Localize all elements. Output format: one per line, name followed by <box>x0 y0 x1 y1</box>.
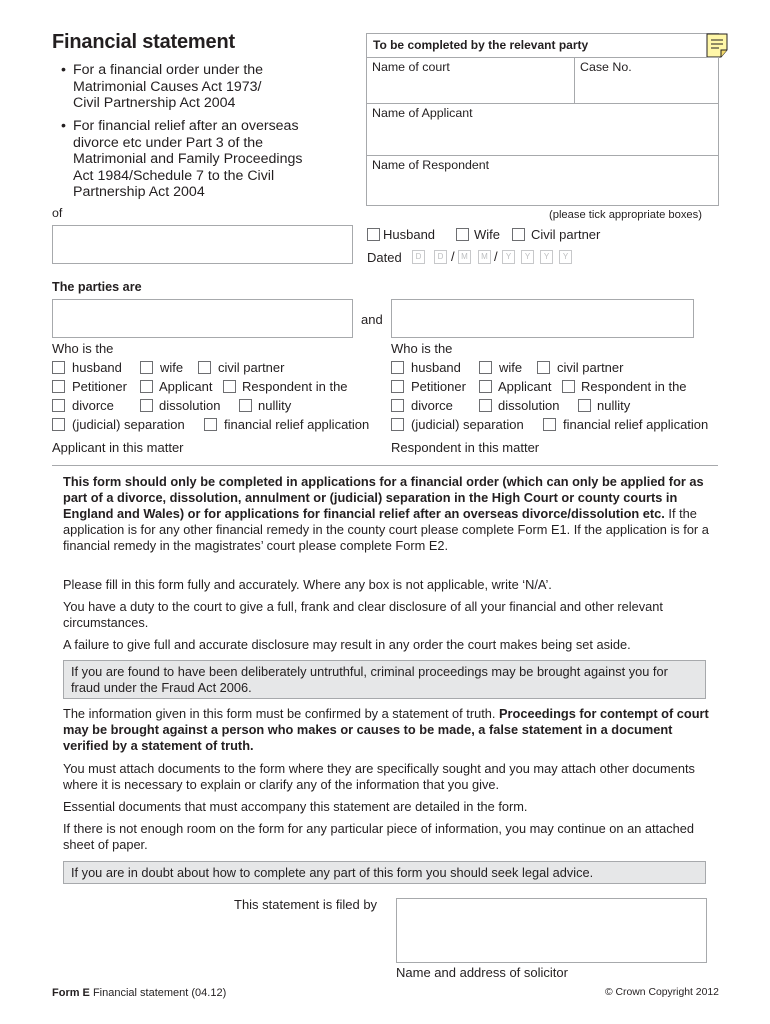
form-code: Form E <box>52 987 90 999</box>
left-nullity-label: nullity <box>258 398 292 413</box>
date-year-digit[interactable]: Y <box>559 250 572 264</box>
intro-paragraph <box>63 474 713 554</box>
truth-bold: Proceedings for contempt of court may be brought against a person who makes or causes to be made, a false statement in a document verified by a statement of truth. <box>63 706 709 753</box>
right-financial-relief-label: financial relief application <box>563 417 709 432</box>
dated-label: Dated <box>367 250 402 265</box>
fraud-warning: If you are found to have been deliberately untruthful, criminal proceedings may be brought against you for fraud under the Fraud Act 2006. <box>63 660 706 699</box>
attach-paragraph: You must attach documents to the form where they are specifically sought and you may attach other documents where it is necessary to explain or clarify any of the information that you give. <box>63 761 695 792</box>
left-husband-label: husband <box>72 360 122 375</box>
solicitor-label: Name and address of solicitor <box>396 965 568 980</box>
right-respondent-checkbox[interactable] <box>562 380 575 393</box>
right-dissolution-checkbox[interactable] <box>479 399 492 412</box>
form-title: Financial statement (04.12) <box>89 987 227 999</box>
left-civil-partner-checkbox[interactable] <box>198 361 211 374</box>
legal-advice-notice: If you are in doubt about how to complete any part of this form you should seek legal advice. <box>63 861 706 884</box>
bullet-line: For a financial order under the <box>73 62 264 78</box>
bullet-dot: • <box>61 118 66 134</box>
wife-checkbox[interactable] <box>456 228 469 241</box>
date-separator: / <box>451 249 455 264</box>
duty-paragraph: You have a duty to the court to give a full, frank and clear disclosure of all your financial and other relevant circumstances. <box>63 599 663 630</box>
extra-room-paragraph: If there is not enough room on the form for any particular piece of information, you may continue on an attached sheet of paper. <box>63 821 694 852</box>
bullet-line: Act 1984/Schedule 7 to the Civil <box>73 167 275 184</box>
left-divorce-label: divorce <box>72 398 114 413</box>
court-panel-heading: To be completed by the relevant party <box>373 38 589 52</box>
husband-label: Husband <box>383 227 436 242</box>
left-dissolution-label: dissolution <box>159 398 221 413</box>
left-husband-checkbox[interactable] <box>52 361 65 374</box>
bullet-overseas <box>61 118 363 201</box>
left-wife-label: wife <box>160 360 184 375</box>
date-year-digit[interactable]: Y <box>502 250 515 264</box>
left-petitioner-checkbox[interactable] <box>52 380 65 393</box>
party-right-name-input[interactable] <box>391 299 694 338</box>
tick-instruction: (please tick appropriate boxes) <box>549 209 702 221</box>
court-name-label: Name of court <box>372 60 450 74</box>
solicitor-details-input[interactable] <box>396 898 707 963</box>
respondent-in-matter-label: Respondent in this matter <box>391 440 540 455</box>
bullet-line: For financial relief after an overseas <box>73 118 299 134</box>
bullet-line: Civil Partnership Act 2004 <box>73 95 236 112</box>
right-divorce-label: divorce <box>411 398 453 413</box>
applicant-in-matter-label: Applicant in this matter <box>52 440 184 455</box>
date-year-digit[interactable]: Y <box>521 250 534 264</box>
date-year-digit[interactable]: Y <box>540 250 553 264</box>
bullet-dot: • <box>61 62 66 78</box>
right-husband-checkbox[interactable] <box>391 361 404 374</box>
right-respondent-label: Respondent in the <box>581 379 687 394</box>
case-no-field[interactable] <box>574 57 719 104</box>
respondent-name-label: Name of Respondent <box>372 158 490 172</box>
left-civil-partner-label: civil partner <box>218 360 285 375</box>
date-day-digit[interactable]: D <box>434 250 447 264</box>
left-respondent-label: Respondent in the <box>242 379 348 394</box>
filed-by-label: This statement is filed by <box>234 897 378 912</box>
applicant-name-label: Name of Applicant <box>372 106 473 120</box>
truth-paragraph <box>63 706 713 754</box>
left-judicial-separation-label: (judicial) separation <box>72 417 185 432</box>
bullet-line: divorce etc under Part 3 of the <box>73 134 264 151</box>
right-husband-label: husband <box>411 360 461 375</box>
right-applicant-checkbox[interactable] <box>479 380 492 393</box>
of-court-input[interactable] <box>52 225 353 264</box>
intro-rest: If the application is for any other financial remedy in the county court please complete Form E1. If the application is for a financial remedy in the magistrates’ court please complete Form E2. <box>63 506 709 553</box>
right-petitioner-checkbox[interactable] <box>391 380 404 393</box>
truth-plain: The information given in this form must be confirmed by a statement of truth. <box>63 706 500 721</box>
court-name-field[interactable] <box>366 57 575 104</box>
fill-instructions: Please fill in this form fully and accurately. Where any box is not applicable, write ‘N/A’. <box>63 577 552 592</box>
civil-partner-checkbox[interactable] <box>512 228 525 241</box>
left-respondent-checkbox[interactable] <box>223 380 236 393</box>
date-day-digit[interactable]: D <box>412 250 425 264</box>
bullet-matrimonial <box>61 62 343 112</box>
right-divorce-checkbox[interactable] <box>391 399 404 412</box>
respondent-name-field[interactable] <box>366 155 719 206</box>
failure-paragraph: A failure to give full and accurate disclosure may result in any order the court makes being set aside. <box>63 637 631 652</box>
civil-partner-label: Civil partner <box>531 227 601 242</box>
court-panel-header <box>366 33 719 58</box>
bullet-line: Matrimonial Causes Act 1973/ <box>73 78 262 95</box>
left-petitioner-label: Petitioner <box>72 379 127 394</box>
intro-bold: This form should only be completed in applications for a financial order (which can only be applied for as part of a divorce, dissolution, annulment or (judicial) separation in the High Court or county courts in England and Wales) or for applications for financial relief after an overseas divorce/dissolution etc. <box>63 474 704 521</box>
who-is-the-label: Who is the <box>391 341 453 356</box>
left-financial-relief-label: financial relief application <box>224 417 370 432</box>
bullet-line: Partnership Act 2004 <box>73 184 205 201</box>
left-divorce-checkbox[interactable] <box>52 399 65 412</box>
left-applicant-label: Applicant <box>159 379 213 394</box>
date-separator: / <box>494 249 498 264</box>
right-dissolution-label: dissolution <box>498 398 560 413</box>
right-petitioner-label: Petitioner <box>411 379 466 394</box>
left-wife-checkbox[interactable] <box>140 361 153 374</box>
note-icon[interactable] <box>706 33 728 58</box>
left-judicial-separation-checkbox[interactable] <box>52 418 65 431</box>
right-judicial-separation-label: (judicial) separation <box>411 417 524 432</box>
right-wife-checkbox[interactable] <box>479 361 492 374</box>
right-civil-partner-checkbox[interactable] <box>537 361 550 374</box>
bullet-line: Matrimonial and Family Proceedings <box>73 151 303 168</box>
wife-label: Wife <box>474 227 500 242</box>
right-wife-label: wife <box>499 360 523 375</box>
right-nullity-checkbox[interactable] <box>578 399 591 412</box>
left-dissolution-checkbox[interactable] <box>140 399 153 412</box>
copyright: © Crown Copyright 2012 <box>605 987 719 998</box>
of-label: of <box>52 206 63 220</box>
left-financial-relief-checkbox[interactable] <box>204 418 217 431</box>
essential-docs-paragraph: Essential documents that must accompany this statement are detailed in the form. <box>63 799 528 814</box>
parties-heading: The parties are <box>52 280 142 294</box>
left-applicant-checkbox[interactable] <box>140 380 153 393</box>
left-nullity-checkbox[interactable] <box>239 399 252 412</box>
and-label: and <box>361 312 383 327</box>
who-is-the-label: Who is the <box>52 341 114 356</box>
case-no-label: Case No. <box>580 60 632 74</box>
party-left-name-input[interactable] <box>52 299 353 338</box>
husband-checkbox[interactable] <box>367 228 380 241</box>
right-applicant-label: Applicant <box>498 379 552 394</box>
right-judicial-separation-checkbox[interactable] <box>391 418 404 431</box>
form-reference <box>52 987 226 999</box>
page-title: Financial statement <box>52 31 235 53</box>
right-financial-relief-checkbox[interactable] <box>543 418 556 431</box>
divider <box>52 465 718 466</box>
right-civil-partner-label: civil partner <box>557 360 624 375</box>
date-month-digit[interactable]: M <box>458 250 471 264</box>
right-nullity-label: nullity <box>597 398 631 413</box>
date-month-digit[interactable]: M <box>478 250 491 264</box>
applicant-name-field[interactable] <box>366 103 719 156</box>
